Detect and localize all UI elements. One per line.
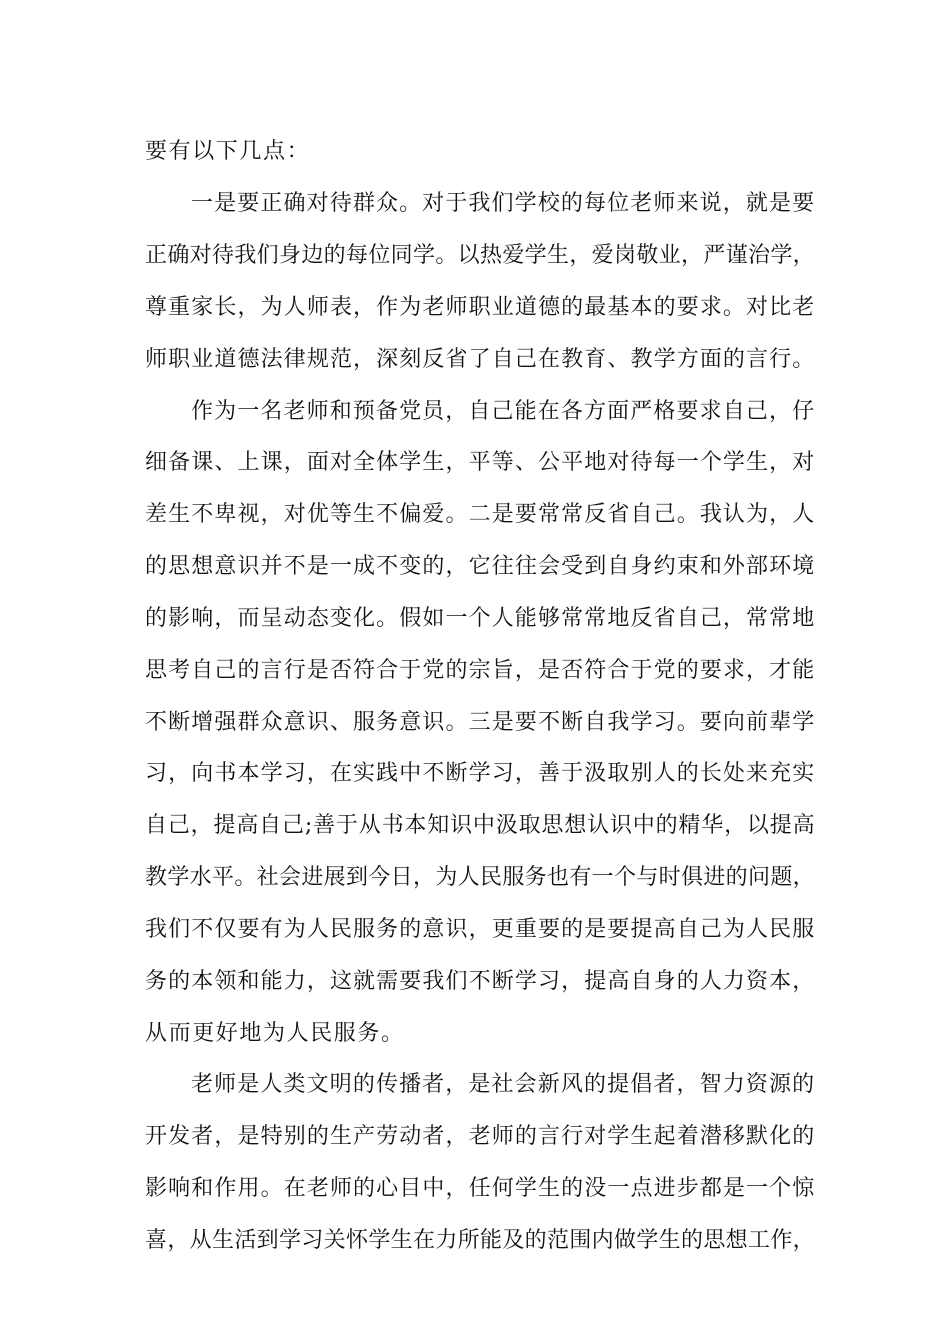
text-line: 思考自己的言行是否符合于党的宗旨，是否符合于党的要求，才能 — [145, 658, 816, 683]
text-line: 从而更好地为人民服务。 — [145, 1021, 405, 1046]
text-line: 喜，从生活到学习关怀学生在力所能及的范围内做学生的思想工作， — [145, 1228, 816, 1253]
text-line: 的影响，而呈动态变化。假如一个人能够常常地反省自己，常常地 — [145, 606, 816, 631]
text-line: 自己，提高自己;善于从书本知识中汲取思想认识中的精华，以提高 — [145, 813, 816, 838]
paragraph-first-line: 一是要正确对待群众。对于我们学校的每位老师来说，就是要 — [191, 191, 816, 216]
text-line: 不断增强群众意识、服务意识。三是要不断自我学习。要向前辈学 — [145, 710, 816, 735]
text-line: 我们不仅要有为人民服务的意识，更重要的是要提高自己为人民服 — [145, 917, 816, 942]
text-line: 要有以下几点： — [145, 139, 311, 164]
text-line: 师职业道德法律规范，深刻反省了自己在教育、教学方面的言行。 — [145, 347, 816, 372]
paragraph-first-line: 老师是人类文明的传播者，是社会新风的提倡者，智力资源的 — [191, 1072, 816, 1097]
text-line: 正确对待我们身边的每位同学。以热爱学生，爱岗敬业，严谨治学， — [145, 243, 816, 268]
text-line: 差生不卑视，对优等生不偏爱。二是要常常反省自己。我认为，人 — [145, 502, 816, 527]
text-line: 教学水平。社会进展到今日，为人民服务也有一个与时俱进的问题， — [145, 865, 816, 890]
paragraph-first-line: 作为一名老师和预备党员，自己能在各方面严格要求自己，仔 — [191, 399, 816, 424]
text-line: 细备课、上课，面对全体学生，平等、公平地对待每一个学生，对 — [145, 450, 816, 475]
text-line: 务的本领和能力，这就需要我们不断学习，提高自身的人力资本， — [145, 969, 816, 994]
text-line: 的思想意识并不是一成不变的，它往往会受到自身约束和外部环境 — [145, 554, 816, 579]
text-line: 影响和作用。在老师的心目中，任何学生的没一点进步都是一个惊 — [145, 1176, 816, 1201]
text-line: 开发者，是特别的生产劳动者，老师的言行对学生起着潜移默化的 — [145, 1124, 816, 1149]
text-line: 尊重家长，为人师表，作为老师职业道德的最基本的要求。对比老 — [145, 295, 816, 320]
text-line: 习，向书本学习，在实践中不断学习，善于汲取别人的长处来充实 — [145, 761, 816, 786]
